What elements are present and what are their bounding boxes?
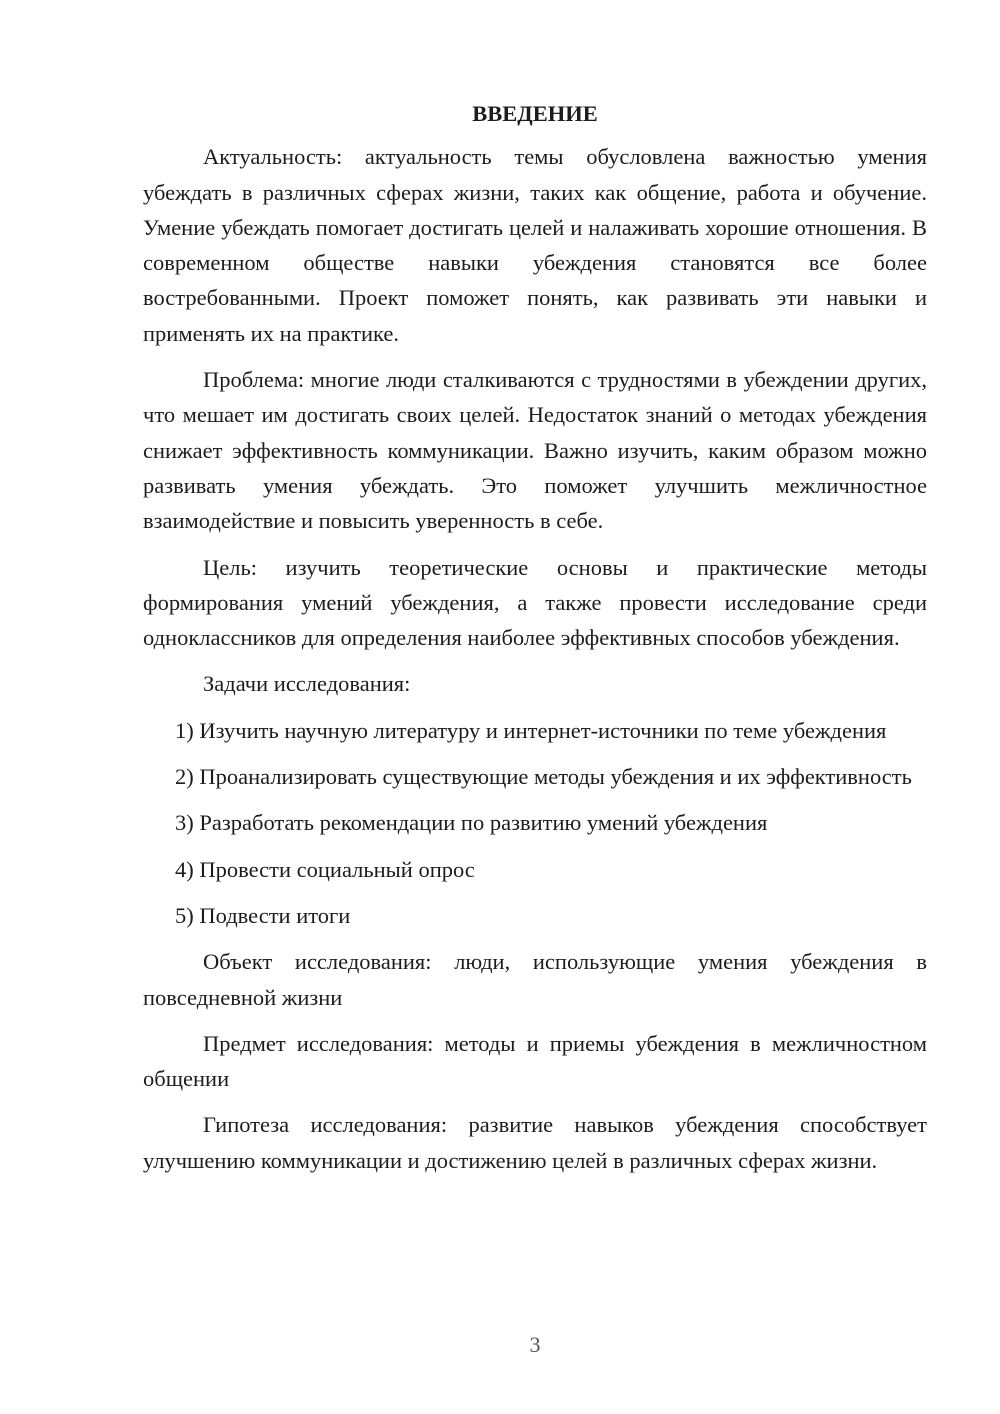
problem-paragraph: Проблема: многие люди сталкиваются с трудностями в убеждении других, что мешает им достигать своих целей. Недостаток знаний о методах убеждения снижает эффективность коммуникации. Важно изучить, каким образом можно развивать умения убеждать. Это поможет улучшить межличностное взаимодействие и повысить уверенность в себе.	[143, 367, 927, 534]
subject-paragraph: Предмет исследования: методы и приемы убеждения в межличностном общении	[143, 1030, 927, 1092]
hypothesis-paragraph: Гипотеза исследования: развитие навыков убеждения способствует улучшению коммуникации и достижению целей в различных сферах жизни.	[143, 1112, 927, 1173]
task-item-2: 2) Проанализировать существующие методы убеждения и их эффективность	[175, 764, 912, 790]
goal-paragraph: Цель: изучить теоретические основы и практические методы формирования умений убеждения, а также провести исследование среди одноклассников для определения наиболее эффективных способов убеждения.	[143, 554, 927, 651]
task-item-1: 1) Изучить научную литературу и интернет-источники по теме убеждения	[175, 717, 887, 743]
relevance-paragraph: Актуальность: актуальность темы обусловлена важностью умения убеждать в различных сферах жизни, таких как общение, работа и обучение. Умение убеждать помогает достигать целей и налаживать хорошие отношения. В современном обществе навыки убеждения становятся все более востребованными. Проект поможет понять, как развивать эти навыки и применять их на практике.	[143, 144, 927, 346]
section-heading: ВВЕДЕНИЕ	[472, 101, 598, 126]
task-item-5: 5) Подвести итоги	[175, 902, 351, 928]
tasks-title: Задачи исследования:	[203, 671, 411, 697]
page-number: 3	[529, 1332, 541, 1357]
object-paragraph: Объект исследования: люди, использующие умения убеждения в повседневной жизни	[143, 949, 927, 1010]
page-content	[143, 96, 927, 1178]
task-item-4: 4) Провести социальный опрос	[175, 856, 475, 882]
task-item-3: 3) Разработать рекомендации по развитию умений убеждения	[175, 810, 768, 836]
